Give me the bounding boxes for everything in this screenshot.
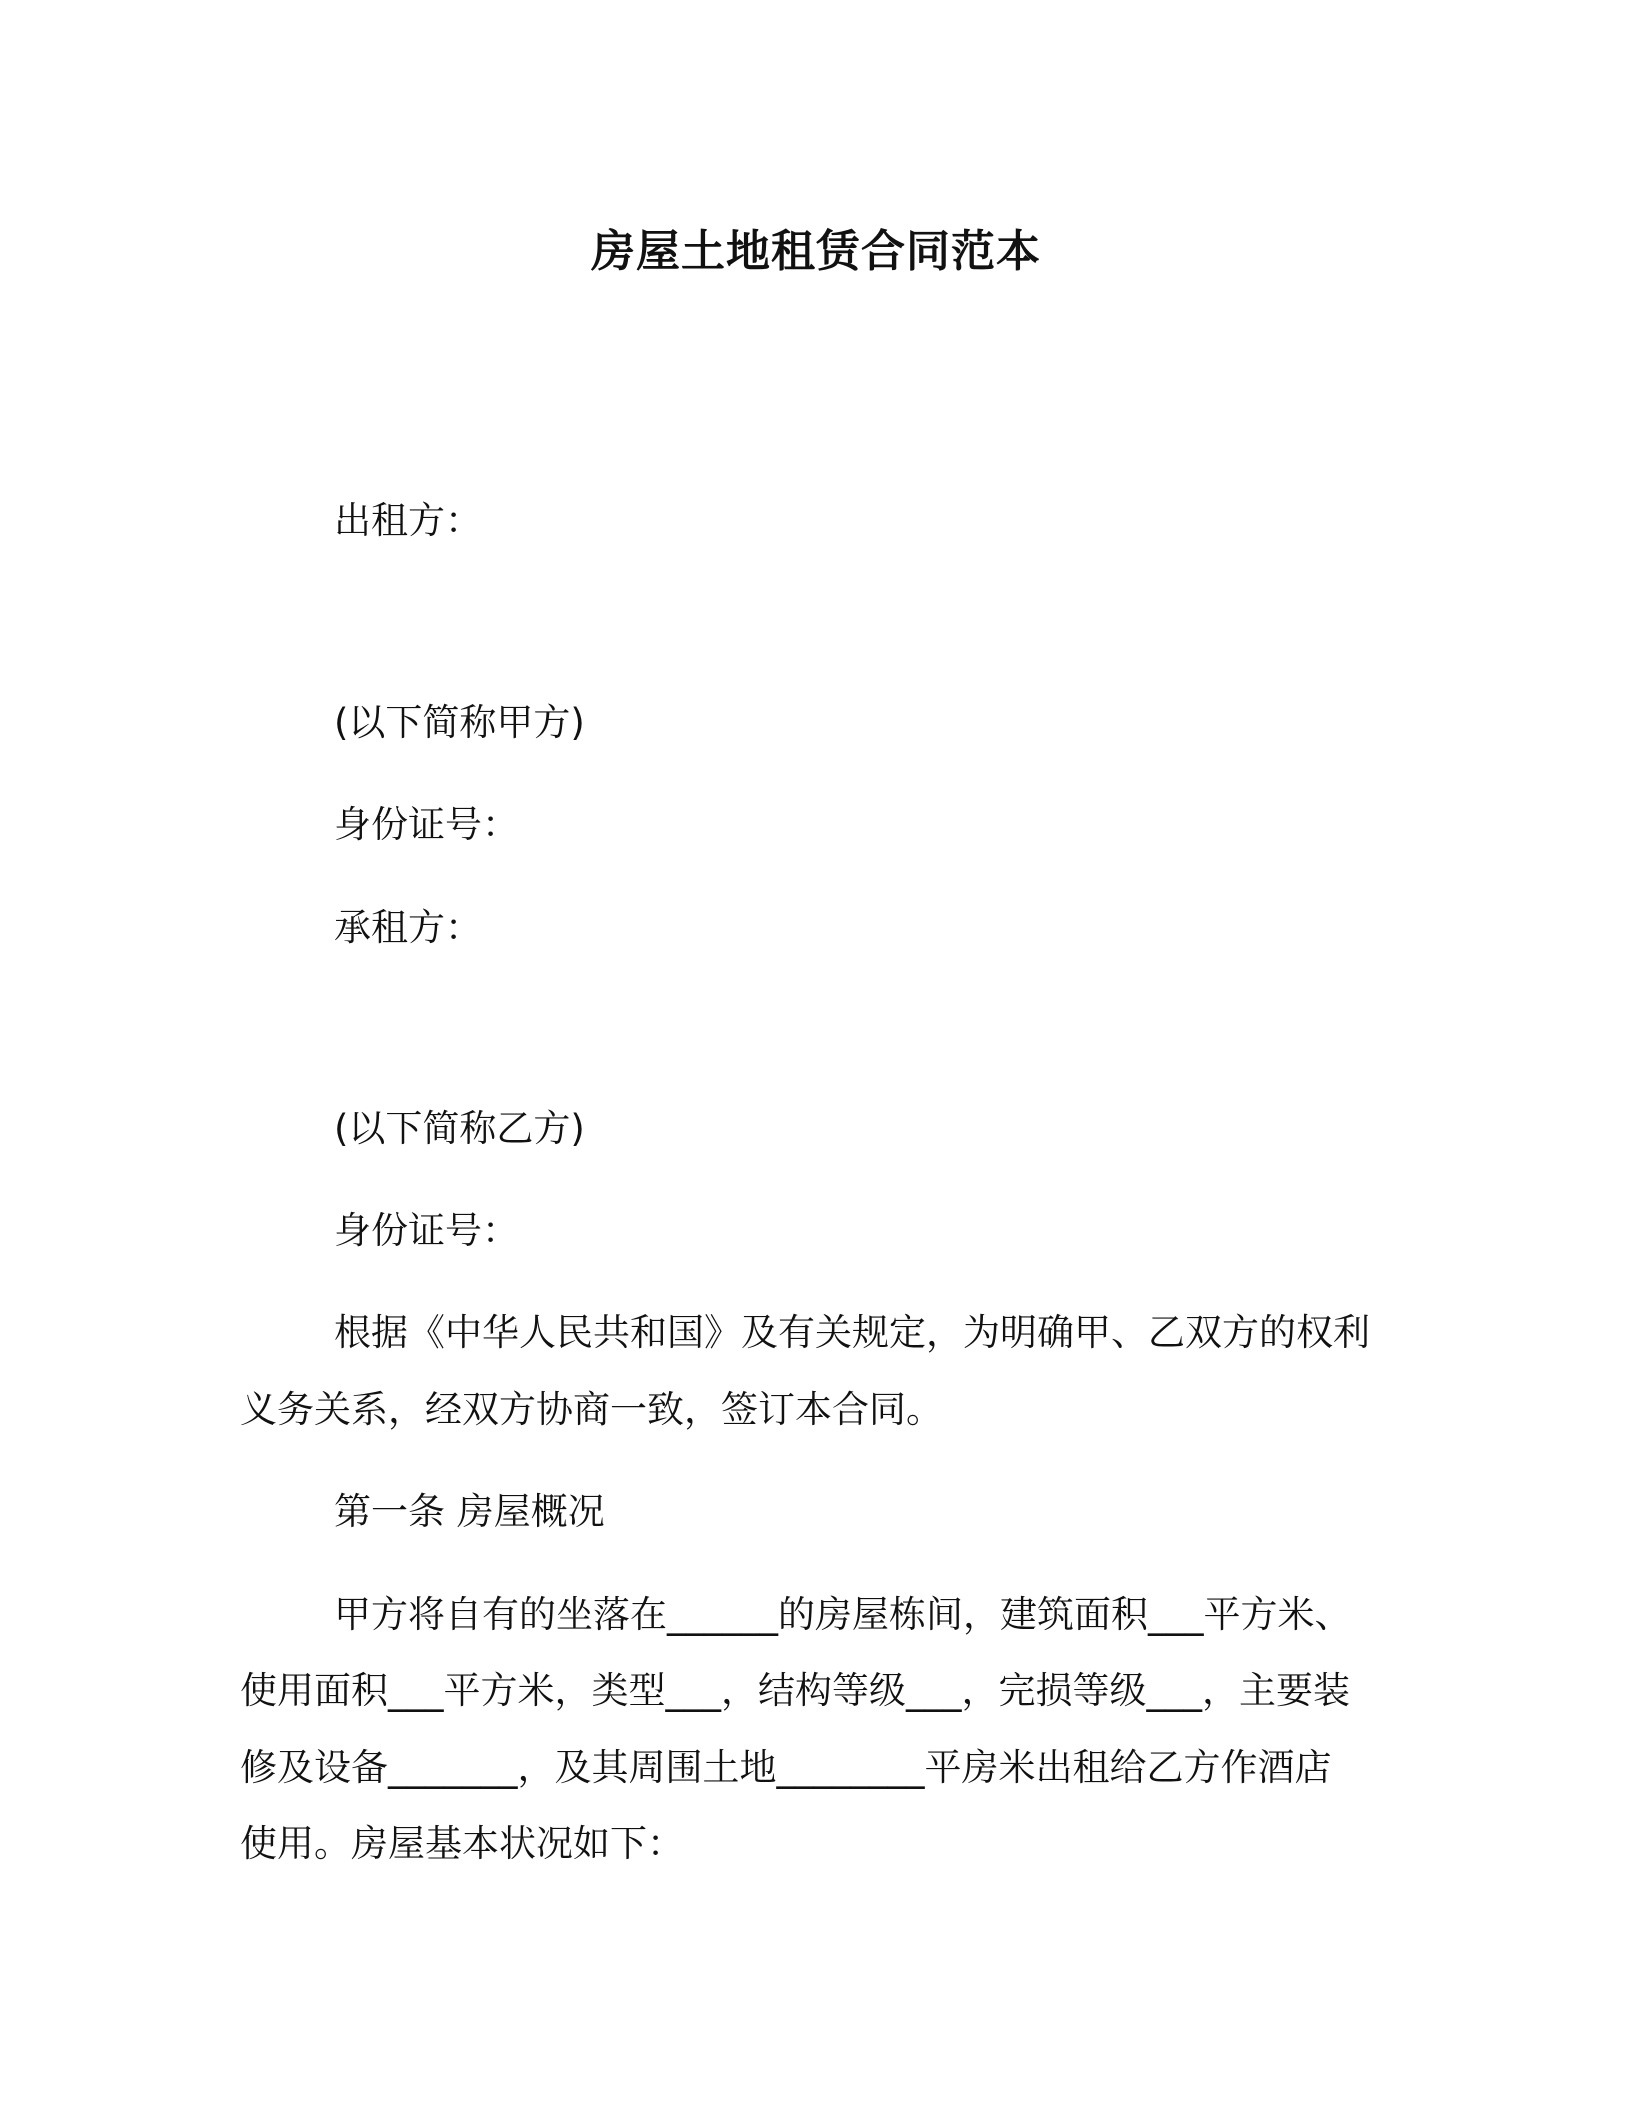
document-title: 房屋土地租赁合同范本 <box>591 226 1041 277</box>
article-1-line-1: 甲方将自有的坐落在______的房屋栋间，建筑面积___平方米、 <box>334 1593 1352 1636</box>
article-1-line-4: 使用。房屋基本状况如下： <box>240 1822 684 1865</box>
article-1-heading: 第一条 房屋概况 <box>334 1490 605 1533</box>
lessor-id-label: 身份证号： <box>334 803 519 846</box>
lessor-alias: (以下简称甲方) <box>334 701 585 744</box>
lessee-label: 承租方： <box>334 906 482 949</box>
article-1-line-2: 使用面积___平方米，类型___，结构等级___，完损等级___，主要装 <box>240 1669 1350 1712</box>
lessee-id-label: 身份证号： <box>334 1209 519 1252</box>
article-1-line-3: 修及设备_______，及其周围土地________平房米出租给乙方作酒店 <box>240 1746 1332 1789</box>
preamble-line-1: 根据《中华人民共和国》及有关规定，为明确甲、乙双方的权利 <box>334 1311 1370 1354</box>
lessee-alias: (以下简称乙方) <box>334 1107 585 1150</box>
preamble-line-2: 义务关系，经双方协商一致，签订本合同。 <box>240 1388 943 1431</box>
lessor-label: 出租方： <box>334 499 482 542</box>
